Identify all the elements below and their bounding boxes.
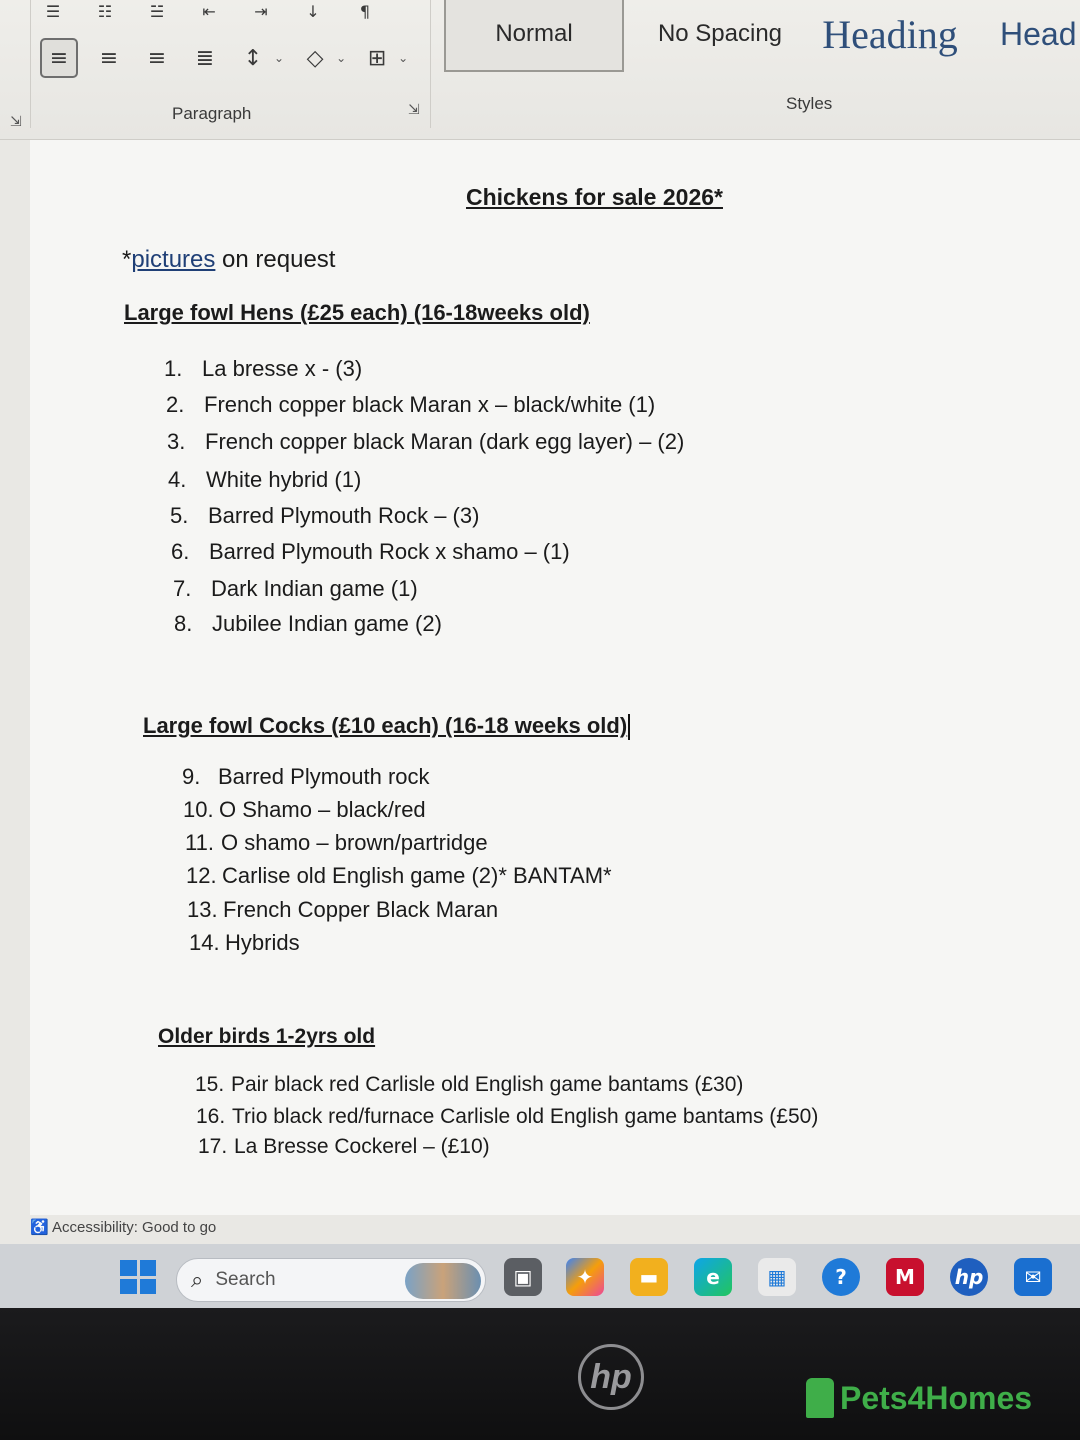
- line-spacing-icon[interactable]: ↕: [243, 45, 263, 71]
- accessibility-status[interactable]: [30, 1218, 216, 1236]
- hp-logo: hp: [578, 1344, 644, 1410]
- text-cursor: [628, 714, 630, 740]
- list-item: 11. O shamo – brown/partridge: [185, 830, 488, 855]
- edge-icon[interactable]: e: [694, 1258, 732, 1296]
- borders-icon[interactable]: ⊞: [367, 45, 387, 71]
- ribbon-divider: [430, 0, 431, 128]
- help-icon[interactable]: ?: [822, 1258, 860, 1296]
- hp-support-icon[interactable]: hp: [950, 1258, 988, 1296]
- list-item: 4. White hybrid (1): [168, 467, 362, 492]
- copilot-icon[interactable]: ✦: [566, 1258, 604, 1296]
- mcafee-icon[interactable]: M: [886, 1258, 924, 1296]
- style-normal[interactable]: Normal: [444, 0, 624, 72]
- monitor-bezel: [0, 1308, 1080, 1440]
- windows-taskbar: [0, 1244, 1080, 1308]
- windows-start-icon[interactable]: [120, 1260, 156, 1294]
- search-highlight-image: [405, 1263, 481, 1299]
- chevron-down-icon[interactable]: ⌄: [336, 51, 347, 65]
- decrease-indent-icon[interactable]: ⇤: [202, 1, 216, 21]
- multilevel-list-icon[interactable]: ☱: [149, 1, 165, 21]
- pictures-note: [122, 246, 335, 274]
- shading-icon[interactable]: ◇: [306, 45, 324, 71]
- list-item: 3. French copper black Maran (dark egg layer) – (2): [167, 429, 685, 454]
- justify-icon[interactable]: ≣: [195, 45, 215, 71]
- note-link-word: pictures: [131, 246, 216, 273]
- increase-indent-icon[interactable]: ⇥: [254, 1, 268, 21]
- store-icon[interactable]: ▦: [758, 1258, 796, 1296]
- search-icon: ⌕: [191, 1267, 204, 1293]
- pets4homes-logo-icon: [806, 1378, 834, 1418]
- align-center-icon[interactable]: ≡: [99, 45, 119, 71]
- list-item: 15. Pair black red Carlisle old English game bantams (£30): [195, 1073, 744, 1096]
- styles-gallery: [444, 0, 1080, 76]
- accessibility-status-text: Accessibility: Good to go: [52, 1219, 217, 1236]
- accessibility-icon: ♿: [30, 1219, 49, 1236]
- ribbon-divider: [30, 0, 31, 128]
- list-item: 14. Hybrids: [189, 930, 300, 955]
- list-item: 12. Carlise old English game (2)* BANTAM*: [186, 863, 612, 888]
- pets4homes-watermark: [806, 1378, 1032, 1418]
- bullets-icon[interactable]: ☰: [45, 1, 61, 21]
- section-heading-hens: Large fowl Hens (£25 each) (16-18weeks old): [124, 300, 590, 325]
- chevron-down-icon[interactable]: ⌄: [398, 51, 409, 65]
- file-explorer-icon[interactable]: ▬: [630, 1258, 668, 1296]
- list-item: 5. Barred Plymouth Rock – (3): [170, 503, 480, 528]
- document-page[interactable]: [30, 140, 1080, 1215]
- watermark-text: Pets4Homes: [840, 1379, 1033, 1416]
- list-item: 2. French copper black Maran x – black/white (1): [166, 392, 656, 417]
- list-item: 17. La Bresse Cockerel – (£10): [198, 1135, 490, 1158]
- list-item: 7. Dark Indian game (1): [173, 576, 418, 601]
- paragraph-group-label: Paragraph: [172, 104, 252, 123]
- list-item: 9. Barred Plymouth rock: [182, 764, 430, 789]
- style-no-spacing[interactable]: No Spacing: [657, 20, 783, 47]
- sort-icon[interactable]: ↓: [306, 1, 320, 21]
- ribbon-row-top: [40, 0, 378, 22]
- show-marks-icon[interactable]: ¶: [359, 1, 371, 21]
- section-heading-older-birds: Older birds 1-2yrs old: [158, 1025, 376, 1048]
- style-heading-1[interactable]: Heading: [822, 11, 958, 57]
- style-heading-2[interactable]: Head: [1000, 15, 1077, 52]
- list-item: 13. French Copper Black Maran: [187, 897, 499, 922]
- list-item: 1. La bresse x - (3): [164, 356, 363, 381]
- font-dialog-launcher-icon[interactable]: ⇲: [10, 114, 22, 130]
- list-item: 10. O Shamo – black/red: [183, 797, 426, 822]
- word-ribbon: [0, 0, 1080, 140]
- task-view-icon[interactable]: ▣: [504, 1258, 542, 1296]
- paragraph-dialog-launcher-icon[interactable]: ⇲: [408, 102, 420, 118]
- outlook-icon[interactable]: ✉: [1014, 1258, 1052, 1296]
- numbering-icon[interactable]: ☷: [97, 1, 113, 21]
- list-item: 8. Jubilee Indian game (2): [174, 611, 442, 636]
- align-left-icon[interactable]: ≡: [40, 38, 78, 78]
- search-placeholder: Search: [215, 1269, 276, 1290]
- list-item: 6. Barred Plymouth Rock x shamo – (1): [171, 539, 570, 564]
- note-asterisk: *: [122, 246, 132, 273]
- align-right-icon[interactable]: ≡: [147, 45, 167, 71]
- styles-group-label: Styles: [786, 94, 833, 113]
- chevron-down-icon[interactable]: ⌄: [274, 51, 285, 65]
- taskbar-search[interactable]: [176, 1258, 486, 1302]
- list-item: 16. Trio black red/furnace Carlisle old English game bantams (£50): [196, 1105, 819, 1128]
- ribbon-row-bottom: [40, 38, 408, 78]
- note-text: on request: [215, 246, 336, 273]
- section-heading-cocks: Large fowl Cocks (£10 each) (16-18 weeks old): [143, 713, 630, 740]
- document-title: Chickens for sale 2026*: [466, 184, 723, 210]
